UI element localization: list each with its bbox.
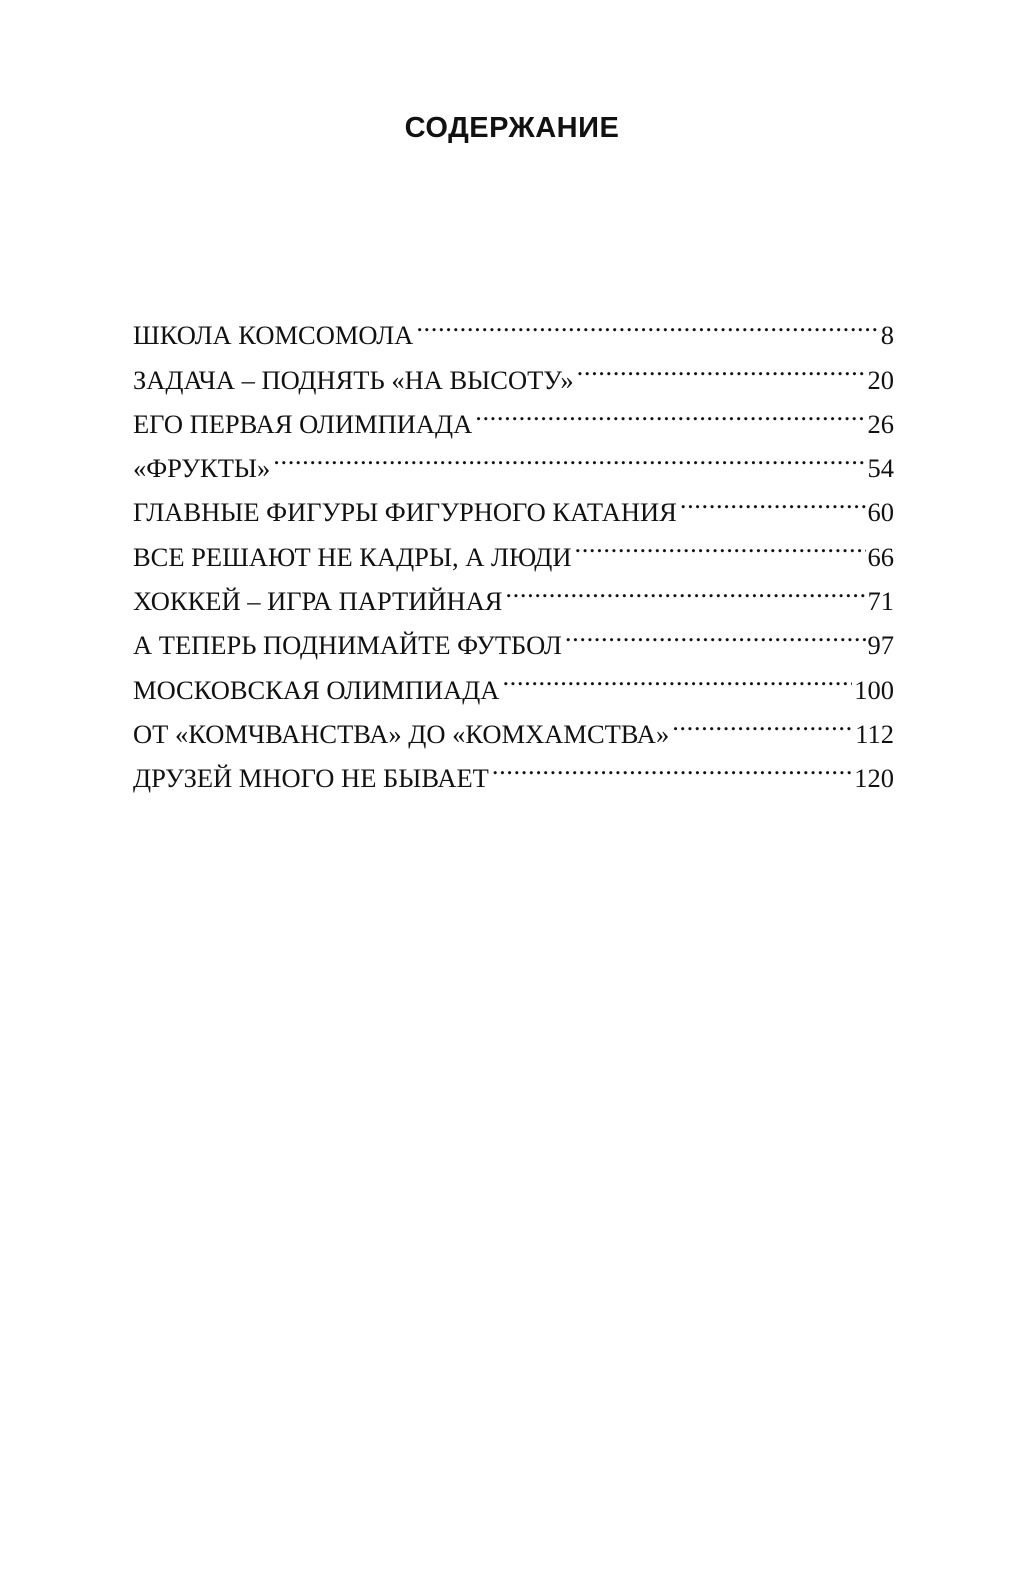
toc-leader-dots <box>574 521 865 565</box>
toc-entry-page-number: 54 <box>867 453 894 484</box>
toc-leader-dots <box>492 743 852 787</box>
toc-leader-dots <box>273 433 865 477</box>
toc-entry-title: ОТ «КОМЧВАНСТВА» ДО «КОМХАМСТВА» <box>133 718 670 749</box>
toc-entry-title: А ТЕПЕРЬ ПОДНИМАЙТЕ ФУТБОЛ <box>133 630 562 661</box>
toc-entry-page-number: 26 <box>867 408 894 439</box>
toc-leader-dots <box>672 699 853 743</box>
toc-entry-page-number: 8 <box>880 320 894 351</box>
page-title: СОДЕРЖАНИЕ <box>404 112 620 144</box>
toc-leader-dots <box>475 389 865 433</box>
toc-leader-dots <box>502 654 852 698</box>
toc-leader-dots <box>505 566 865 610</box>
toc-entry-page-number: 71 <box>867 586 894 617</box>
toc-leader-dots <box>577 344 866 388</box>
toc-entry-title: «ФРУКТЫ» <box>133 453 271 484</box>
toc-entry-page-number: 100 <box>854 674 894 705</box>
table-of-contents <box>133 300 894 794</box>
toc-entry-page-number: 120 <box>854 763 894 794</box>
toc-leader-dots <box>416 300 878 344</box>
toc-entry-page-number: 97 <box>867 630 894 661</box>
toc-entry-page-number: 66 <box>867 541 894 572</box>
toc-leader-dots <box>565 610 866 654</box>
toc-entry-title: ГЛАВНЫЕ ФИГУРЫ ФИГУРНОГО КАТАНИЯ <box>133 497 677 528</box>
toc-entry-page-number: 20 <box>867 364 894 395</box>
toc-leader-dots <box>680 477 866 521</box>
toc-entry-title: ХОККЕЙ – ИГРА ПАРТИЙНАЯ <box>133 586 503 617</box>
toc-entry-title: ШКОЛА КОМСОМОЛА <box>133 320 414 351</box>
toc-entry-title: ВСЕ РЕШАЮТ НЕ КАДРЫ, А ЛЮДИ <box>133 541 572 572</box>
toc-entry-page-number: 60 <box>867 497 894 528</box>
toc-entry-title: МОСКОВСКАЯ ОЛИМПИАДА <box>133 674 500 705</box>
toc-entry-title: ЗАДАЧА – ПОДНЯТЬ «НА ВЫСОТУ» <box>133 364 574 395</box>
toc-entry[interactable] <box>133 300 894 351</box>
toc-entry-title: ДРУЗЕЙ МНОГО НЕ БЫВАЕТ <box>133 763 489 794</box>
toc-entry-title: ЕГО ПЕРВАЯ ОЛИМПИАДА <box>133 408 473 439</box>
toc-entry-page-number: 112 <box>855 718 894 749</box>
